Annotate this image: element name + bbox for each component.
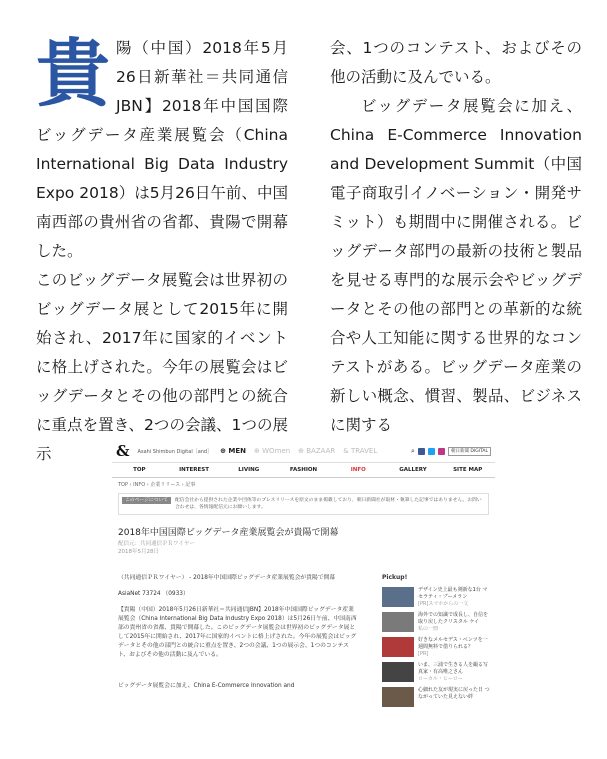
pickup-thumbnail[interactable] xyxy=(382,637,414,657)
pickup-thumbnail[interactable] xyxy=(382,587,414,607)
article-body xyxy=(118,574,358,698)
left-paragraph-1: 陽（中国）2018年5月26日新華社＝共同通信JBN】2018年中国国際ビッグデータ産業展覧会（China International Big Data Industry Expo 2018）は5月26日午前、中国南西部の貴州省の省都、貴陽で開幕した。 xyxy=(36,39,288,260)
pickup-item[interactable] xyxy=(382,662,490,683)
right-paragraph-2: ビッグデータ展覧会に加え、China E-Commerce Innovation and Development Summit（中国電子商取引イノベーション・開発サミット）も期間中に開催される。ビッグデータ部門の最新の技術と製品を見せる専門的な展示会やビッグデータとその他の部門との革新的な統合や人工知能に関する世界的なコンテストがある。ビッグデータ産業の新しい概念、慣習、製品、ビジネスに関する xyxy=(330,97,582,434)
pickup-item[interactable] xyxy=(382,687,490,707)
pickup-text: デザイン史上最も剣新な1台 マセラティ・ブーメラン xyxy=(418,587,488,600)
nav-top[interactable]: TOP xyxy=(133,467,146,473)
nav-info[interactable]: INFO xyxy=(350,467,366,473)
pickup-thumbnail[interactable] xyxy=(382,662,414,682)
site-header xyxy=(112,440,495,463)
pickup-text: 好きなメルセデス・ベンツを一週間無料で借りられる？ xyxy=(418,637,488,650)
nav-gallery[interactable]: GALLERY xyxy=(399,467,427,473)
pickup-item[interactable] xyxy=(382,612,490,633)
left-paragraph-2: このビッグデータ展覧会は世界初のビッグデータ展として2015年に開始され、2017年に国家的イベントに格上げされた。今年の展覧会はビッグデータとその他の部門との統合に重点を置き、2つの会議、1つの展示 xyxy=(36,271,288,463)
pickup-text: 心細れた友が現実に戻った日 つながっていた見えない絆 xyxy=(418,687,490,700)
body-paragraph-4: ビッグデータ展覧会に加え、China E-Commerce Innovation and xyxy=(118,683,295,689)
body-paragraph-1: （共同通信ＰＲワイヤー） - 2018年中国国際ビッグデータ産業展覧会が貴陽で開幕 xyxy=(118,575,336,581)
site-name: Asahi Shimbun Digital［and］ xyxy=(137,448,213,455)
pickup-text: 海外での知識で成長し、自信を取り戻したクリスタル ケイ xyxy=(418,612,489,625)
twitter-icon[interactable] xyxy=(428,448,435,455)
nav-site-map[interactable]: SITE MAP xyxy=(453,467,483,473)
article-date: 2018年5月28日 xyxy=(118,549,159,555)
notice-tag: このページについて xyxy=(122,497,171,504)
search-icon[interactable]: ⌕ xyxy=(411,446,415,455)
pickup-title: Pickup! xyxy=(382,574,408,581)
main-nav xyxy=(112,463,495,478)
asahi-digital-logo[interactable]: 朝日新聞 DIGITAL xyxy=(448,447,491,456)
nav-fashion[interactable]: FASHION xyxy=(289,467,318,473)
social-links xyxy=(411,447,491,456)
pickup-item[interactable] xyxy=(382,637,490,658)
article-source: 配信元：共同通信ＰＲワイヤー xyxy=(118,541,195,547)
page-notice xyxy=(118,493,489,515)
pickup-item[interactable] xyxy=(382,587,490,608)
pickup-sub: 私の一冊 xyxy=(418,626,439,632)
brand-bazaar-link[interactable]: ⊕ BAZAAR xyxy=(298,447,336,455)
pickup-sub: [PR]スマホからの一文 xyxy=(418,601,469,607)
pickup-sub: [PR] xyxy=(418,651,429,657)
pickup-sidebar xyxy=(382,574,490,711)
pickup-sub: ローカル・ヒーロー xyxy=(418,676,463,682)
brand-men-link[interactable]: ⊕ MEN xyxy=(220,447,247,455)
body-paragraph-3: 【貴陽（中国）2018年5月26日新華社＝共同通信JBN】2018年中国国際ビッグデータ産業展覧会（China International Big Data Industry Expo 2018）は5月26日午前、中国南西部の貴州省の省都、貴陽で開幕した。このビッグデータ展覧会は世界初のビッグデータ展として2015年に開始され、2017年に国家的イベントに格上げされた。今年の展覧会はビッグデータとその他の部門との統合に重点を置き、2つの会議、1つの展示会、1つのコンテスト、およびその他の活動に及んでいる。 xyxy=(118,607,357,658)
pickup-thumbnail[interactable] xyxy=(382,612,414,632)
site-logo[interactable]: & xyxy=(116,442,130,460)
brand-women-link[interactable]: ⊕ WOmen xyxy=(254,447,291,455)
article-left-column xyxy=(36,31,291,469)
brand-travel-link[interactable]: & TRAVEL xyxy=(343,447,378,455)
notice-text: 配信会社から提供された企業や団体等のプレスリリースを原文のまま掲載しており、朝日新聞社が取材・執筆した記事ではありません。お問い合わせは、各情報配信元にお願いします。 xyxy=(174,498,482,510)
facebook-icon[interactable] xyxy=(418,448,425,455)
breadcrumb[interactable]: TOP › INFO › 企業リリース › 記事 xyxy=(118,482,196,488)
embedded-web-screenshot xyxy=(112,440,495,752)
article-right-column xyxy=(330,34,582,440)
article-title: 2018年中国国際ビッグデータ産業展覧会が貴陽で開幕 xyxy=(118,528,339,538)
right-paragraph-1: 会、1つのコンテスト、およびその他の活動に及んでいる。 xyxy=(330,39,582,86)
instagram-icon[interactable] xyxy=(438,448,445,455)
body-paragraph-2: AsiaNet 73724 （0933） xyxy=(118,591,189,597)
pickup-text: いま、三浦で生きる人を撮る写真家・有高唯之さん xyxy=(418,662,489,675)
nav-living[interactable]: LIVING xyxy=(238,467,260,473)
nav-interest[interactable]: INTEREST xyxy=(179,467,210,473)
drop-cap: 貴 xyxy=(36,31,110,117)
pickup-thumbnail[interactable] xyxy=(382,687,414,707)
